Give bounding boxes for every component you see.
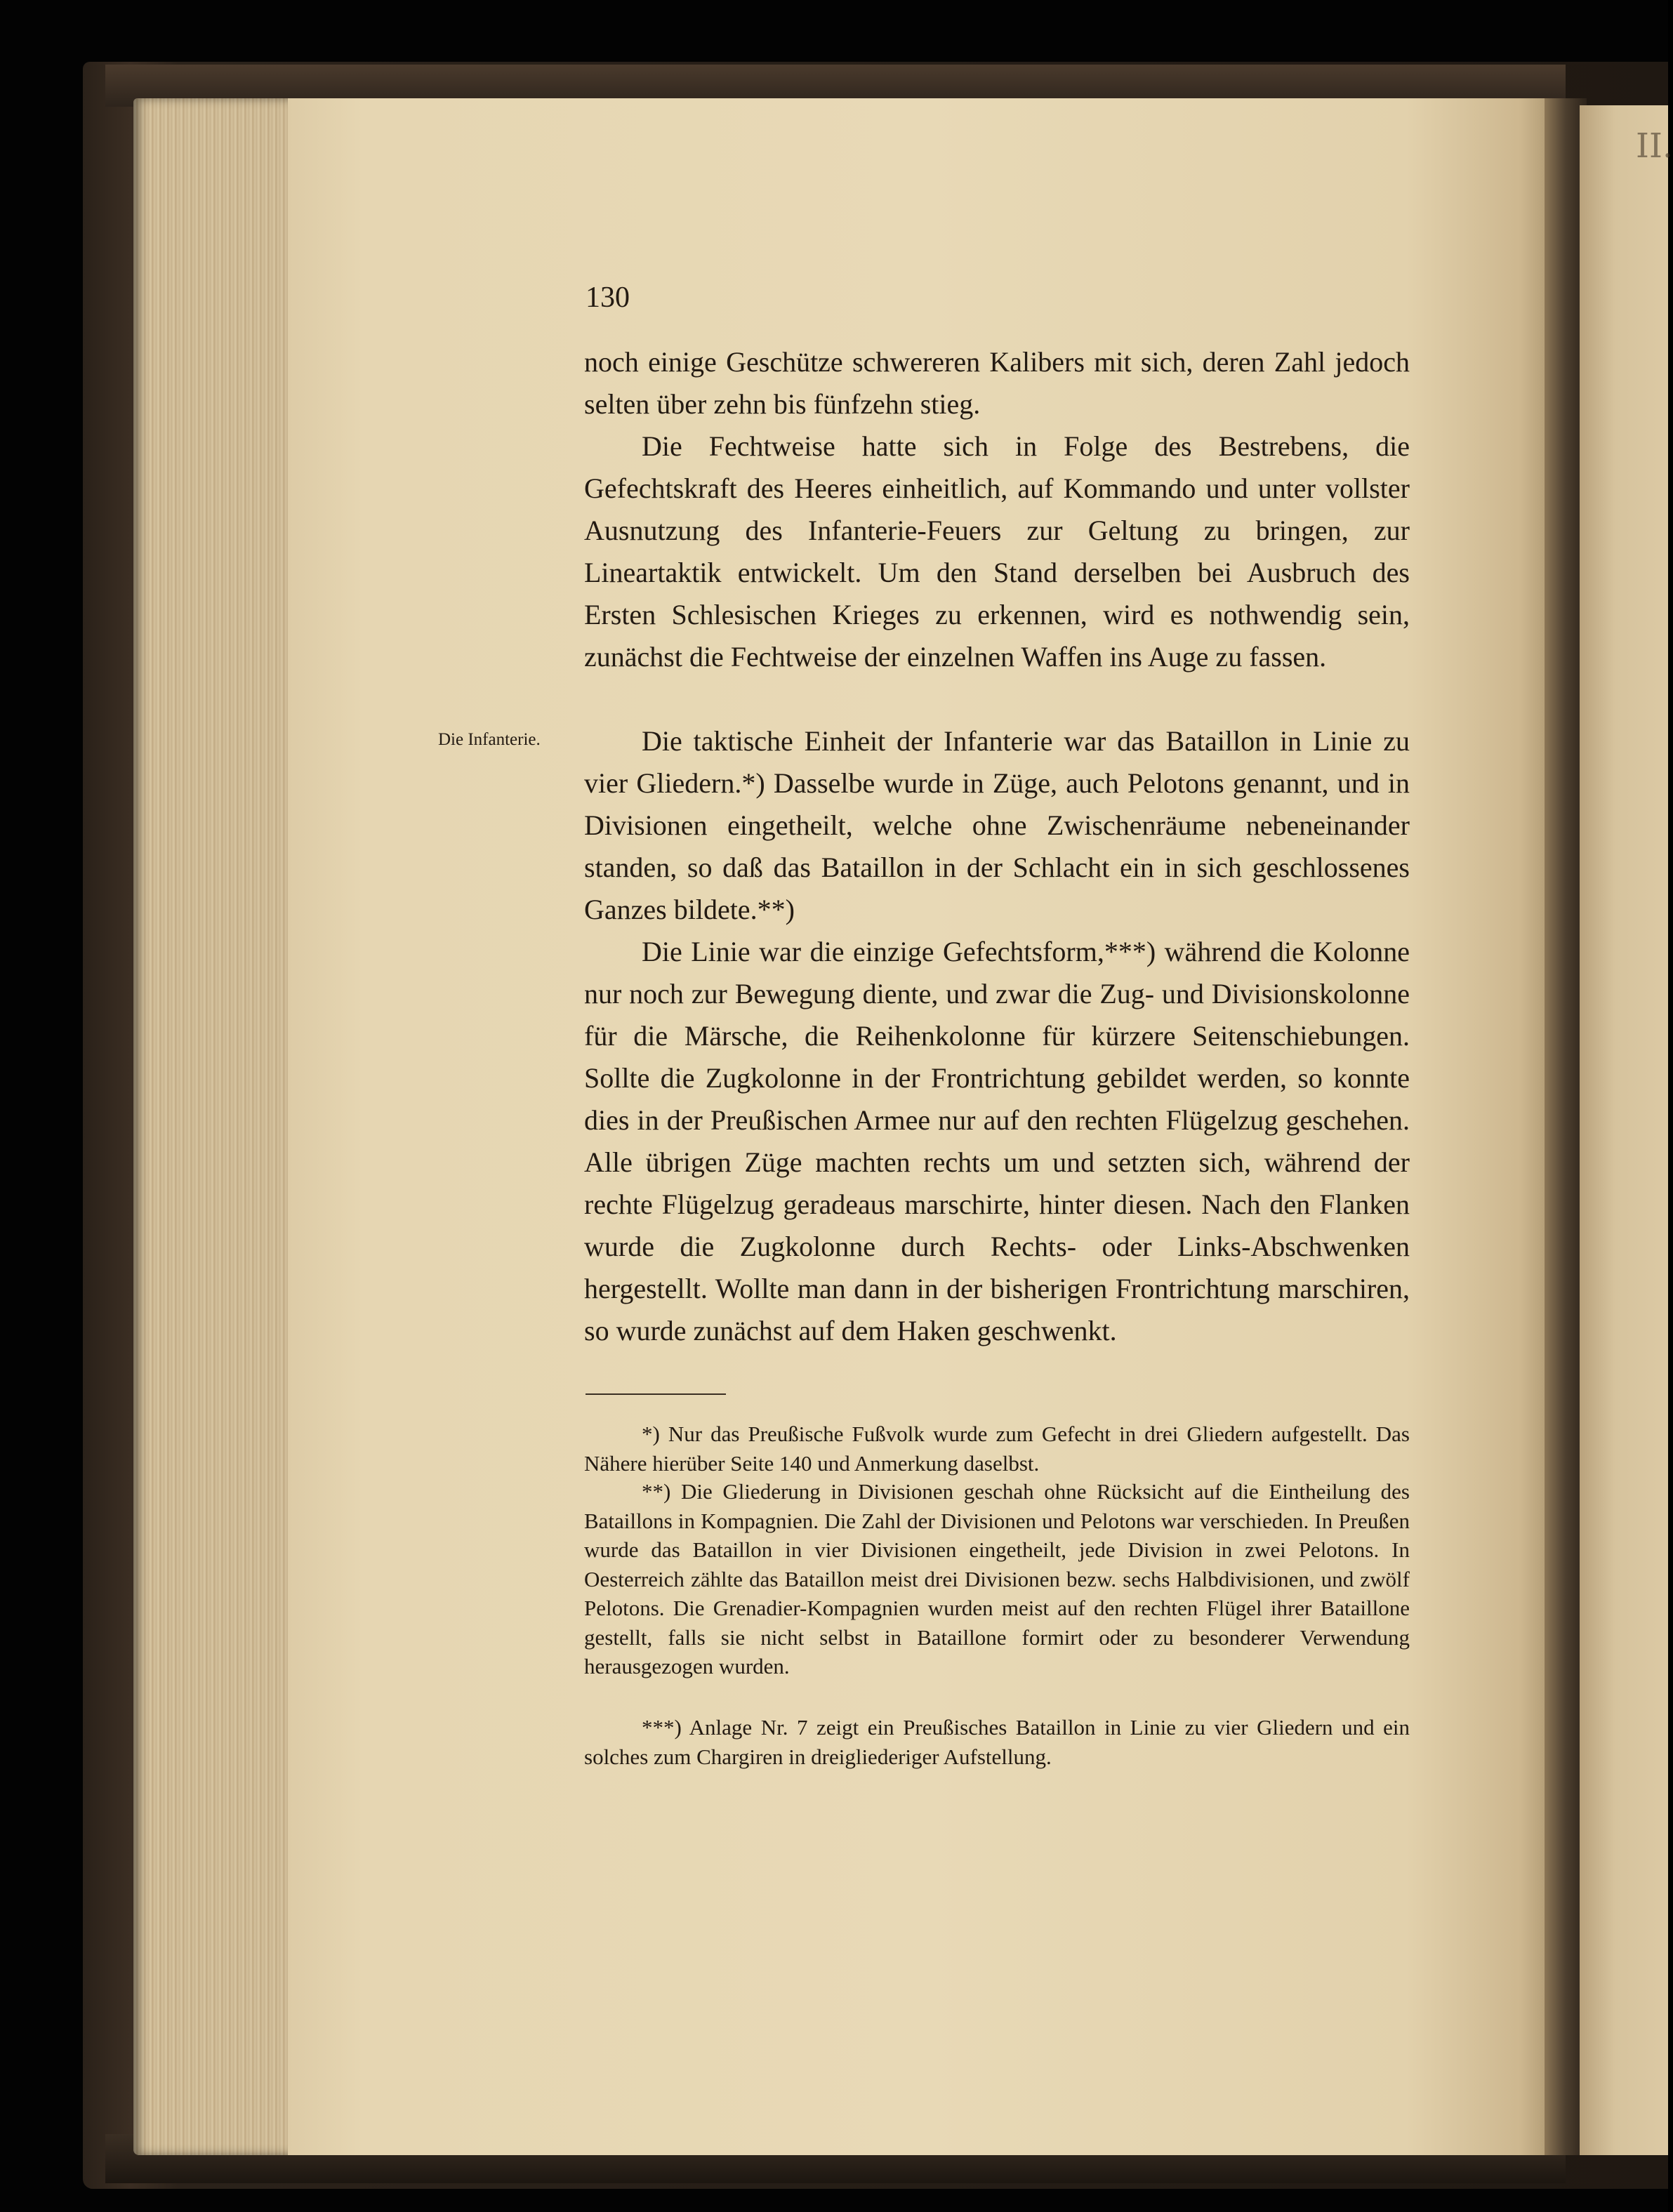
next-page-edge xyxy=(1580,105,1668,2155)
footnote-1: *) Nur das Preußische Fußvolk wurde zum Gefecht in drei Gliedern aufgestellt. Das Nähere hierüber Seite 140 und Anmerkung daselbst. xyxy=(584,1422,1410,1476)
page-stack-edges xyxy=(133,98,295,2155)
paragraph-1: noch einige Geschütze schwereren Kalibers mit sich, deren Zahl jedoch selten über zehn bis fünfzehn stieg. xyxy=(584,346,1410,420)
footnote-rule xyxy=(586,1393,726,1395)
page-number: 130 xyxy=(586,282,630,314)
paragraph-2: Die Fechtweise hatte sich in Folge des Bestrebens, die Gefechtskraft des Heeres einheitlich, auf Kommando und unter vollster Ausnutzung des Infanterie-Feuers zur Geltung zu bringen, zur Lineartaktik entwickelt. Um den Stand derselben bei Ausbruch des Ersten Schlesischen Krieges zu erkennen, wird es nothwendig sein, zunächst die Fechtweise der einzelnen Waffen ins Auge zu fassen. xyxy=(584,430,1410,673)
paragraph-4: Die Linie war die einzige Gefechtsform,***) während die Kolonne nur noch zur Bewegung diente, und zwar die Zug- und Divisionskolonne für die Märsche, die Reihenkolonne für kürzere Seitenschiebungen. Sollte die Zugkolonne in der Frontrichtung gebildet werden, so konnte dies in der Preußischen Armee nur auf den rechten Flügelzug geschehen. Alle übrigen Züge machten rechts um und setzten sich, während der rechte Flügelzug geradeaus marschirte, hinter diesen. Nach den Flanken wurde die Zugkolonne durch Rechts- oder Links-Abschwenken hergestellt. Wollte man dann in der bisherigen Frontrichtung marschiren, so wurde zunächst auf dem Haken geschwenkt. xyxy=(584,936,1410,1346)
paragraph-3: Die taktische Einheit der Infanterie war das Bataillon in Linie zu vier Gliedern.*) Dasselbe wurde in Züge, auch Pelotons genannt, und in Divisionen eingetheilt, welche ohne Zwischenräume nebeneinander standen, so daß das Bataillon in der Schlacht ein in sich geschlossenes Ganzes bildete.**) xyxy=(584,725,1410,925)
next-page-fragment: II. xyxy=(1636,126,1673,166)
footnote-2: **) Die Gliederung in Divisionen geschah ohne Rücksicht auf die Eintheilung des Bataillons in Kompagnien. Die Zahl der Divisionen und Pelotons war verschieden. In Preußen wurde das Bataillon in vier Divisionen eingetheilt, jede Division in zwei Pelotons. In Oesterreich zählte das Bataillon meist drei Divisionen bezw. sechs Halbdivisionen, und zwölf Pelotons. Die Grenadier-Kompagnien wurden meist auf den rechten Flügel ihrer Bataillone gestellt, falls sie nicht selbst in Bataillone formirt oder zu besonderer Verwendung herausgezogen wurden. xyxy=(584,1479,1410,1678)
footnote-3: ***) Anlage Nr. 7 zeigt ein Preußisches Bataillon in Linie zu vier Gliedern und ein solches zum Chargiren in dreigliederiger Aufstellung. xyxy=(584,1715,1410,1769)
margin-note: Die Infanterie. xyxy=(438,730,541,749)
